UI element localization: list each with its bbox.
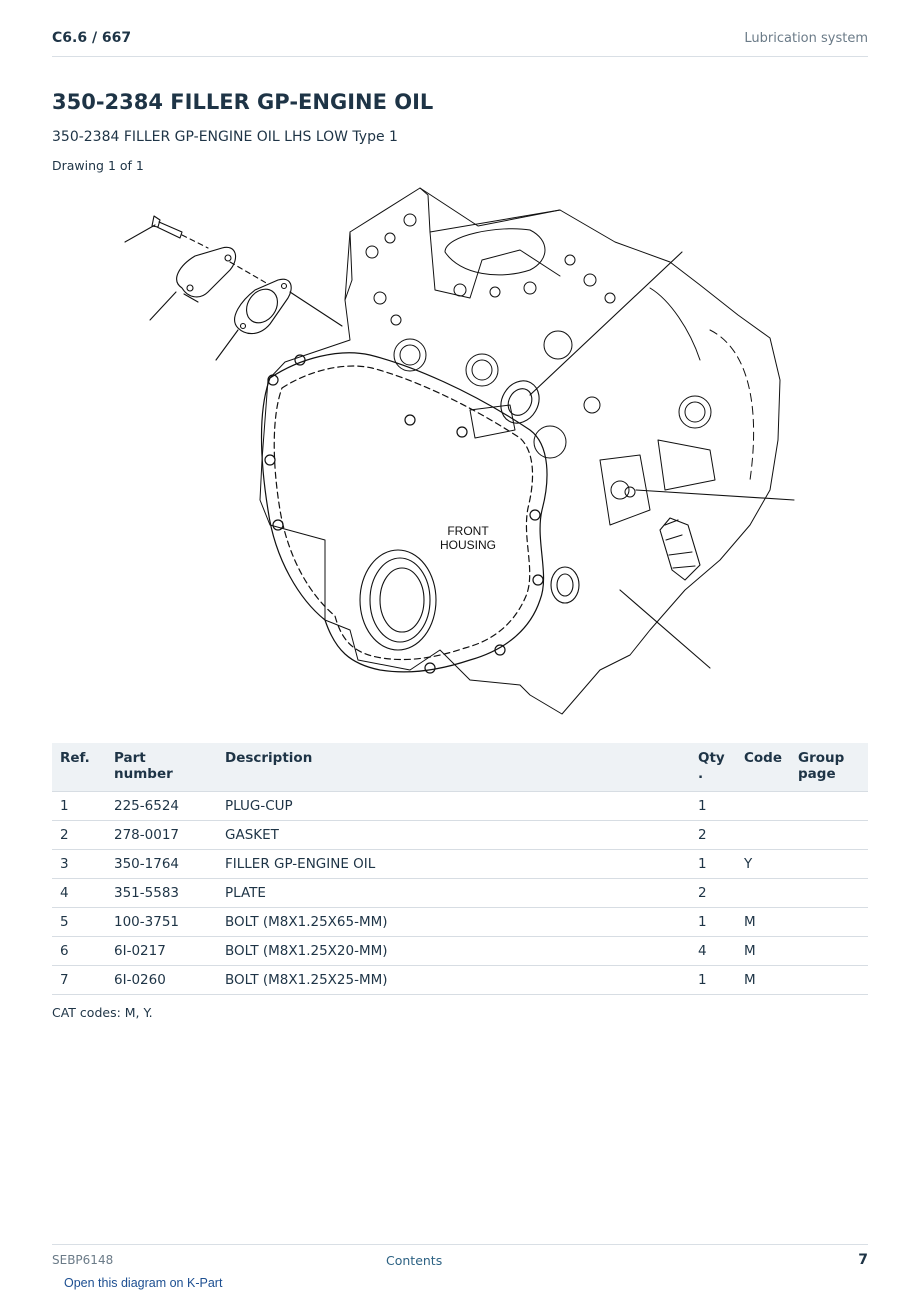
section-name: Lubrication system xyxy=(744,31,868,46)
cell-description: GASKET xyxy=(217,821,690,850)
table-row xyxy=(52,792,868,821)
document-id: SEBP6148 xyxy=(52,1253,114,1267)
cell-description: PLATE xyxy=(217,879,690,908)
cell-part-number: 278-0017 xyxy=(106,821,217,850)
crank-seal xyxy=(360,550,436,650)
cell-group-page xyxy=(790,966,868,995)
cell-qty: 2 xyxy=(690,821,736,850)
parts-table xyxy=(52,743,868,995)
bolt-part xyxy=(152,216,182,238)
cell-description: FILLER GP-ENGINE OIL xyxy=(217,850,690,879)
cell-group-page xyxy=(790,792,868,821)
table-row xyxy=(52,908,868,937)
cell-qty: 4 xyxy=(690,937,736,966)
cell-ref: 2 xyxy=(52,821,106,850)
cell-group-page xyxy=(790,937,868,966)
cell-description: PLUG-CUP xyxy=(217,792,690,821)
cell-code: M xyxy=(736,908,790,937)
header-qty: Qty . xyxy=(690,743,736,792)
cell-qty: 1 xyxy=(690,850,736,879)
cell-code: M xyxy=(736,937,790,966)
drawing-count: Drawing 1 of 1 xyxy=(52,158,144,173)
kpart-link[interactable]: Open this diagram on K-Part xyxy=(64,1276,223,1290)
diagram-label-line2: HOUSING xyxy=(439,538,497,552)
table-row xyxy=(52,850,868,879)
cat-codes-note: CAT codes: M, Y. xyxy=(52,1005,153,1020)
cell-code: Y xyxy=(736,850,790,879)
cell-ref: 5 xyxy=(52,908,106,937)
cell-part-number: 225-6524 xyxy=(106,792,217,821)
cell-ref: 3 xyxy=(52,850,106,879)
cell-description: BOLT (M8X1.25X25-MM) xyxy=(217,966,690,995)
page-subtitle: 350-2384 FILLER GP-ENGINE OIL LHS LOW Type 1 xyxy=(52,129,398,145)
cell-group-page xyxy=(790,879,868,908)
parts-table-header xyxy=(52,743,868,792)
cell-part-number: 351-5583 xyxy=(106,879,217,908)
front-housing-cover xyxy=(262,353,547,673)
cell-ref: 7 xyxy=(52,966,106,995)
page-header xyxy=(52,28,868,57)
cell-qty: 1 xyxy=(690,966,736,995)
header-description: Description xyxy=(217,743,690,792)
cell-group-page xyxy=(790,850,868,879)
header-part-number: Part number xyxy=(106,743,217,792)
cell-part-number: 100-3751 xyxy=(106,908,217,937)
cell-description: BOLT (M8X1.25X65-MM) xyxy=(217,908,690,937)
engine-block xyxy=(260,188,780,714)
cell-code xyxy=(736,792,790,821)
cell-code xyxy=(736,821,790,850)
table-row xyxy=(52,966,868,995)
page-title: 350-2384 FILLER GP-ENGINE OIL xyxy=(52,90,434,114)
cell-description: BOLT (M8X1.25X20-MM) xyxy=(217,937,690,966)
oil-filler-part xyxy=(551,518,700,603)
cell-ref: 6 xyxy=(52,937,106,966)
cell-part-number: 6I-0217 xyxy=(106,937,217,966)
cell-ref: 1 xyxy=(52,792,106,821)
page-number: 7 xyxy=(858,1252,868,1268)
contents-link[interactable]: Contents xyxy=(386,1253,443,1268)
doc-reference: C6.6 / 667 xyxy=(52,30,132,46)
leader-lines xyxy=(530,252,794,668)
table-row xyxy=(52,821,868,850)
cell-code xyxy=(736,879,790,908)
cell-code: M xyxy=(736,966,790,995)
header-ref: Ref. xyxy=(52,743,106,792)
cell-part-number: 350-1764 xyxy=(106,850,217,879)
header-code: Code xyxy=(736,743,790,792)
page-footer xyxy=(52,1244,868,1275)
table-row xyxy=(52,879,868,908)
cell-qty: 1 xyxy=(690,792,736,821)
cell-qty: 2 xyxy=(690,879,736,908)
cell-group-page xyxy=(790,821,868,850)
table-row xyxy=(52,937,868,966)
engine-parts-diagram xyxy=(110,180,810,725)
cell-part-number: 6I-0260 xyxy=(106,966,217,995)
cell-ref: 4 xyxy=(52,879,106,908)
cell-qty: 1 xyxy=(690,908,736,937)
gasket-part xyxy=(235,279,292,333)
diagram-label-line1: FRONT xyxy=(447,524,489,538)
filler-port-plate xyxy=(493,374,546,430)
plate-part xyxy=(177,247,236,302)
cell-group-page xyxy=(790,908,868,937)
header-group-page: Group page xyxy=(790,743,868,792)
